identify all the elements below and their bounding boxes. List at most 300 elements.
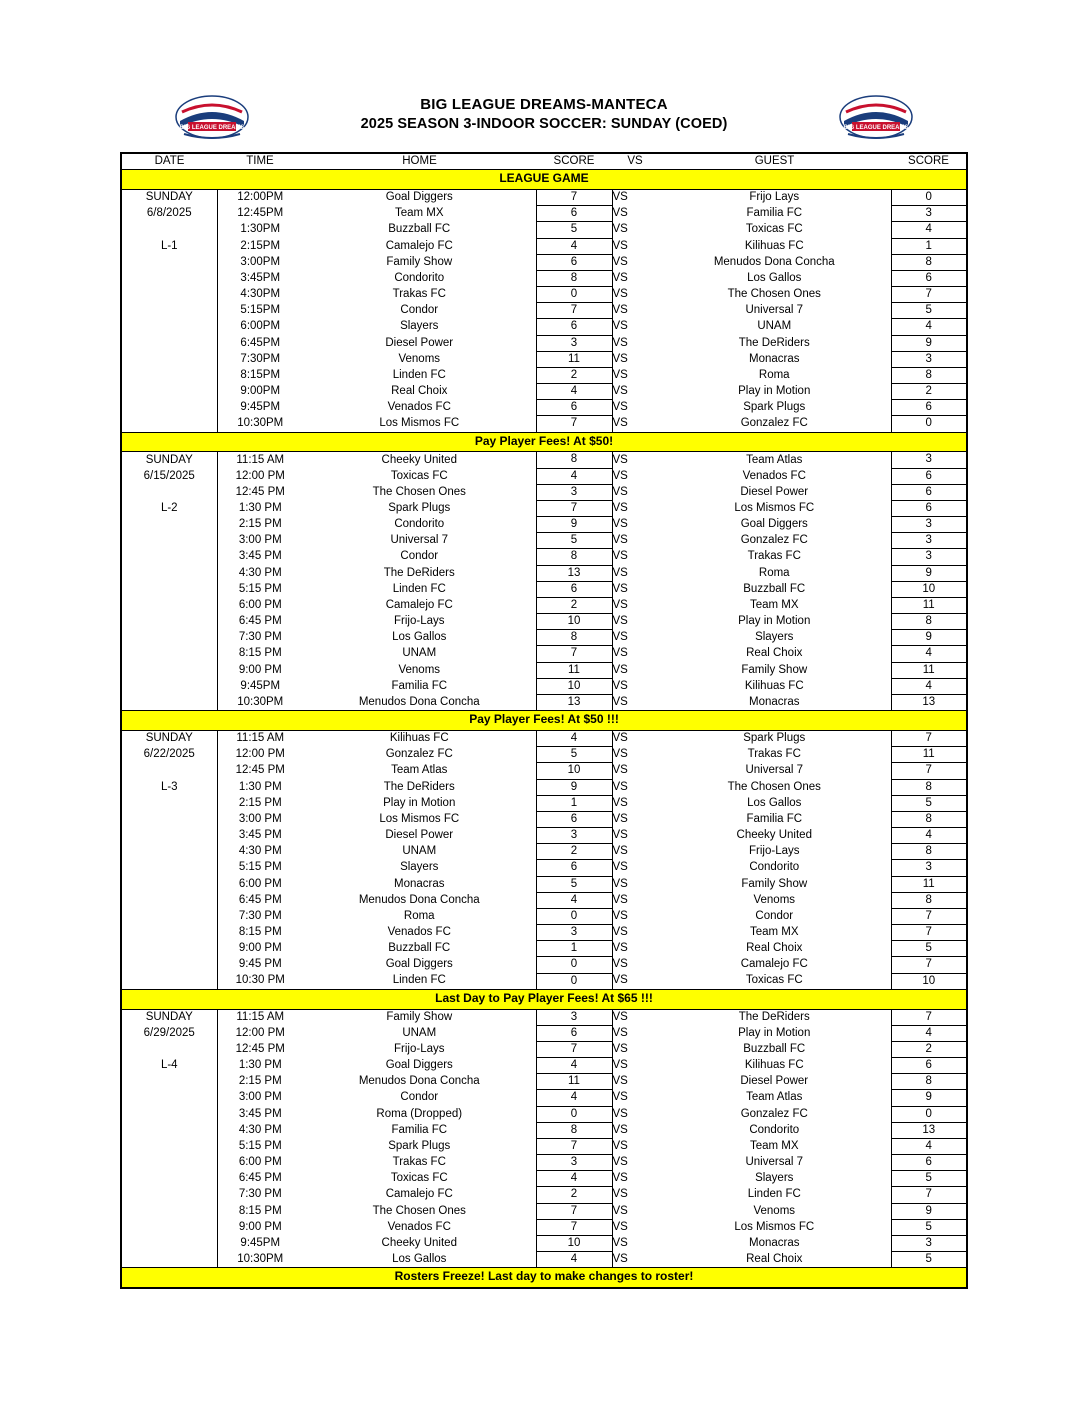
- home-team: Familia FC: [391, 679, 448, 692]
- schedule-date-cell: [121, 1203, 217, 1219]
- home-score: 6: [536, 254, 612, 270]
- game-time: 11:15 AM: [236, 732, 285, 745]
- guest-score: 10: [891, 581, 967, 597]
- schedule-date-cell: [121, 876, 217, 892]
- guest-score: 4: [891, 222, 967, 238]
- table-row: [121, 1090, 967, 1106]
- home-score: 11: [536, 1074, 612, 1090]
- table-row: [121, 303, 967, 319]
- home-team: Play in Motion: [383, 796, 456, 809]
- guest-score: 8: [891, 811, 967, 827]
- home-team: Los Gallos: [392, 1252, 447, 1265]
- home-team: Cheeky United: [381, 1236, 457, 1249]
- vs-label: VS: [612, 1236, 628, 1249]
- game-time: 9:00 PM: [238, 942, 282, 955]
- game-time: 5:15 PM: [238, 1139, 282, 1152]
- guest-team: Los Mismos FC: [734, 501, 815, 514]
- table-row: [121, 238, 967, 254]
- vs-label: VS: [612, 1188, 628, 1201]
- schedule-date-cell: L-4: [121, 1058, 217, 1074]
- table-row: [121, 630, 967, 646]
- guest-team: Team MX: [749, 598, 799, 611]
- home-team: Monacras: [394, 877, 445, 890]
- table-row: [121, 973, 967, 989]
- home-score: 7: [536, 646, 612, 662]
- guest-team: Toxicas FC: [745, 974, 803, 987]
- home-score: 4: [536, 238, 612, 254]
- home-team: The DeRiders: [383, 780, 455, 793]
- banner-row: [121, 432, 967, 452]
- table-row: [121, 747, 967, 763]
- home-score: 1: [536, 795, 612, 811]
- home-team: Diesel Power: [385, 336, 454, 349]
- game-time: 11:15 AM: [236, 1010, 285, 1023]
- table-row: [121, 1122, 967, 1138]
- guest-team: Cheeky United: [736, 829, 812, 842]
- home-score: 7: [536, 1138, 612, 1154]
- vs-label: VS: [612, 320, 628, 333]
- vs-label: VS: [612, 796, 628, 809]
- game-time: 9:45 PM: [238, 958, 282, 971]
- game-time: 8:15 PM: [238, 926, 282, 939]
- game-time: 6:45PM: [240, 336, 281, 349]
- home-team: Roma: [403, 909, 435, 922]
- banner-label: Pay Player Fees! At $50!: [121, 432, 967, 452]
- banner-label: Rosters Freeze! Last day to make changes to roster!: [121, 1268, 967, 1288]
- column-header-home: HOME: [303, 153, 536, 170]
- schedule-date-cell: 6/8/2025: [121, 206, 217, 222]
- table-row: [121, 335, 967, 351]
- table-row: [121, 452, 967, 468]
- guest-team: Monacras: [749, 352, 800, 365]
- home-team: Venados FC: [387, 401, 451, 414]
- home-score: 3: [536, 828, 612, 844]
- vs-label: VS: [612, 566, 628, 579]
- vs-label: VS: [612, 368, 628, 381]
- schedule-date-cell: [121, 416, 217, 432]
- guest-team: Venados FC: [742, 469, 806, 482]
- home-team: UNAM: [402, 1026, 437, 1039]
- game-time: 7:30PM: [240, 352, 281, 365]
- schedule-date-cell: [121, 1155, 217, 1171]
- home-score: 7: [536, 1041, 612, 1057]
- vs-label: VS: [612, 401, 628, 414]
- schedule-date-cell: [121, 1106, 217, 1122]
- game-time: 12:00 PM: [235, 1026, 285, 1039]
- game-time: 5:15 PM: [238, 582, 282, 595]
- schedule-date-cell: [121, 763, 217, 779]
- guest-score: 6: [891, 1058, 967, 1074]
- column-header-time: TIME: [246, 155, 274, 167]
- home-score: 1: [536, 941, 612, 957]
- home-team: Condorito: [394, 271, 445, 284]
- column-header-guest: GUEST: [658, 153, 891, 170]
- game-time: 12:00 PM: [235, 748, 285, 761]
- guest-score: 3: [891, 351, 967, 367]
- guest-team: Linden FC: [747, 1188, 801, 1201]
- guest-team: Los Mismos FC: [734, 1220, 815, 1233]
- game-time: 3:00 PM: [238, 1091, 282, 1104]
- home-team: Venados FC: [387, 926, 451, 939]
- home-team: Condor: [400, 550, 439, 563]
- home-team: Slayers: [400, 861, 439, 874]
- table-row: [121, 763, 967, 779]
- home-score: 11: [536, 351, 612, 367]
- game-time: 8:15 PM: [238, 1204, 282, 1217]
- home-score: 2: [536, 367, 612, 383]
- vs-label: VS: [612, 239, 628, 252]
- game-time: 4:30 PM: [238, 1123, 282, 1136]
- home-team: Familia FC: [391, 1123, 448, 1136]
- game-time: 6:00PM: [240, 320, 281, 333]
- schedule-date-cell: [121, 565, 217, 581]
- vs-label: VS: [612, 501, 628, 514]
- schedule-date-cell: [121, 1171, 217, 1187]
- home-score: 6: [536, 206, 612, 222]
- vs-label: VS: [612, 695, 628, 708]
- vs-label: VS: [612, 615, 628, 628]
- guest-team: Real Choix: [746, 942, 803, 955]
- guest-team: Familia FC: [746, 812, 803, 825]
- guest-score: 8: [891, 779, 967, 795]
- guest-team: Roma: [758, 566, 790, 579]
- schedule-date-cell: [121, 614, 217, 630]
- guest-team: Universal 7: [745, 304, 804, 317]
- guest-score: 8: [891, 844, 967, 860]
- vs-label: VS: [612, 304, 628, 317]
- guest-score: 6: [891, 468, 967, 484]
- guest-team: The DeRiders: [738, 336, 810, 349]
- home-score: 11: [536, 662, 612, 678]
- home-score: 5: [536, 876, 612, 892]
- game-time: 4:30PM: [240, 288, 281, 301]
- vs-label: VS: [612, 485, 628, 498]
- guest-score: 6: [891, 270, 967, 286]
- vs-label: VS: [612, 1139, 628, 1152]
- guest-team: Spark Plugs: [743, 732, 806, 745]
- home-team: UNAM: [402, 647, 437, 660]
- vs-label: VS: [612, 1252, 628, 1265]
- home-team: Frijo-Lays: [394, 615, 445, 628]
- guest-score: 2: [891, 384, 967, 400]
- vs-label: VS: [612, 631, 628, 644]
- game-time: 3:00 PM: [238, 534, 282, 547]
- guest-score: 7: [891, 1187, 967, 1203]
- schedule-date-cell: [121, 678, 217, 694]
- vs-label: VS: [612, 1172, 628, 1185]
- schedule-date-cell: SUNDAY: [121, 730, 217, 746]
- guest-team: Family Show: [741, 877, 808, 890]
- table-row: [121, 500, 967, 516]
- table-row: [121, 222, 967, 238]
- schedule-date-cell: L-2: [121, 500, 217, 516]
- game-time: 9:45PM: [240, 1236, 281, 1249]
- guest-score: 9: [891, 565, 967, 581]
- schedule-date-cell: [121, 597, 217, 613]
- vs-label: VS: [612, 679, 628, 692]
- guest-score: 0: [891, 416, 967, 432]
- guest-score: 7: [891, 1009, 967, 1025]
- game-time: 9:00 PM: [238, 663, 282, 676]
- home-score: 6: [536, 581, 612, 597]
- schedule-date-cell: [121, 795, 217, 811]
- table-row: [121, 384, 967, 400]
- title-subtitle: 2025 SEASON 3-INDOOR SOCCER: SUNDAY (COED): [360, 115, 728, 132]
- schedule-date-cell: [121, 335, 217, 351]
- guest-team: Slayers: [755, 631, 794, 644]
- game-time: 3:00 PM: [238, 812, 282, 825]
- game-time: 10:30PM: [237, 1252, 284, 1265]
- vs-label: VS: [612, 417, 628, 430]
- table-row: [121, 533, 967, 549]
- home-score: 7: [536, 500, 612, 516]
- home-team: Camalejo FC: [385, 239, 453, 252]
- home-team: Los Gallos: [392, 631, 447, 644]
- game-time: 7:30 PM: [238, 909, 282, 922]
- guest-score: 1: [891, 238, 967, 254]
- guest-score: 8: [891, 614, 967, 630]
- home-score: 4: [536, 384, 612, 400]
- table-row: [121, 484, 967, 500]
- game-time: 2:15PM: [240, 239, 281, 252]
- home-team: Linden FC: [392, 368, 446, 381]
- vs-label: VS: [612, 861, 628, 874]
- guest-team: Spark Plugs: [743, 401, 806, 414]
- game-time: 1:30 PM: [238, 1059, 282, 1072]
- guest-score: 5: [891, 941, 967, 957]
- banner-label: Last Day to Pay Player Fees! At $65 !!!: [121, 989, 967, 1009]
- schedule-date-cell: [121, 1138, 217, 1154]
- guest-score: 3: [891, 860, 967, 876]
- vs-label: VS: [612, 271, 628, 284]
- schedule-date-cell: [121, 533, 217, 549]
- game-time: 6:00 PM: [238, 598, 282, 611]
- home-score: 3: [536, 484, 612, 500]
- home-score: 3: [536, 1155, 612, 1171]
- vs-label: VS: [612, 893, 628, 906]
- game-time: 9:00 PM: [238, 1220, 282, 1233]
- home-score: 6: [536, 319, 612, 335]
- home-team: Slayers: [400, 320, 439, 333]
- vs-label: VS: [612, 732, 628, 745]
- vs-label: VS: [612, 1220, 628, 1233]
- vs-label: VS: [612, 550, 628, 563]
- schedule-date-cell: [121, 549, 217, 565]
- home-score: 0: [536, 1106, 612, 1122]
- home-team: Condor: [400, 304, 439, 317]
- table-row: [121, 1155, 967, 1171]
- vs-label: VS: [612, 223, 628, 236]
- guest-score: 6: [891, 500, 967, 516]
- game-time: 2:15 PM: [238, 1075, 282, 1088]
- home-score: 0: [536, 973, 612, 989]
- game-time: 6:45 PM: [238, 1172, 282, 1185]
- home-score: 3: [536, 335, 612, 351]
- guest-score: 5: [891, 1171, 967, 1187]
- table-row: [121, 1025, 967, 1041]
- guest-team: Universal 7: [745, 764, 804, 777]
- vs-label: VS: [612, 352, 628, 365]
- home-score: 0: [536, 908, 612, 924]
- guest-score: 6: [891, 400, 967, 416]
- home-score: 0: [536, 287, 612, 303]
- table-row: [121, 416, 967, 432]
- table-row: [121, 811, 967, 827]
- guest-team: Team MX: [749, 926, 799, 939]
- schedule-date-cell: [121, 694, 217, 710]
- guest-score: 9: [891, 335, 967, 351]
- home-score: 4: [536, 1252, 612, 1268]
- home-score: 4: [536, 1090, 612, 1106]
- guest-score: 4: [891, 828, 967, 844]
- guest-team: Buzzball FC: [743, 582, 806, 595]
- game-time: 3:45 PM: [238, 829, 282, 842]
- vs-label: VS: [612, 469, 628, 482]
- vs-label: VS: [612, 958, 628, 971]
- guest-score: 3: [891, 206, 967, 222]
- vs-label: VS: [612, 598, 628, 611]
- game-time: 12:00PM: [237, 191, 284, 204]
- guest-team: Kilihuas FC: [744, 679, 804, 692]
- vs-label: VS: [612, 288, 628, 301]
- home-team: Menudos Dona Concha: [358, 893, 480, 906]
- home-team: Buzzball FC: [388, 223, 451, 236]
- schedule-date-cell: [121, 860, 217, 876]
- big-league-dreams-logo-icon: [838, 94, 914, 140]
- table-row: [121, 581, 967, 597]
- schedule-date-cell: [121, 811, 217, 827]
- home-score: 7: [536, 1219, 612, 1235]
- schedule-date-cell: [121, 828, 217, 844]
- schedule-date-cell: [121, 1074, 217, 1090]
- guest-team: Real Choix: [746, 647, 803, 660]
- guest-score: 3: [891, 452, 967, 468]
- schedule-date-cell: SUNDAY: [121, 190, 217, 206]
- table-row: [121, 351, 967, 367]
- guest-team: Menudos Dona Concha: [713, 255, 835, 268]
- schedule-date-cell: 6/15/2025: [121, 468, 217, 484]
- table-row: [121, 1106, 967, 1122]
- home-team: The DeRiders: [383, 566, 455, 579]
- table-row: [121, 662, 967, 678]
- guest-score: 4: [891, 319, 967, 335]
- guest-team: Trakas FC: [747, 550, 801, 563]
- home-team: Los Mismos FC: [379, 812, 460, 825]
- table-row: [121, 400, 967, 416]
- game-time: 3:45PM: [240, 271, 281, 284]
- game-time: 3:45 PM: [238, 1107, 282, 1120]
- home-team: Los Mismos FC: [379, 417, 460, 430]
- guest-score: 7: [891, 287, 967, 303]
- guest-score: 3: [891, 549, 967, 565]
- game-time: 10:30PM: [237, 417, 284, 430]
- home-score: 10: [536, 614, 612, 630]
- svg-text:BIG LEAGUE DREAMS: BIG LEAGUE DREAMS: [179, 125, 245, 131]
- table-row: [121, 319, 967, 335]
- home-team: The Chosen Ones: [372, 485, 466, 498]
- home-team: The Chosen Ones: [372, 1204, 466, 1217]
- home-score: 7: [536, 190, 612, 206]
- home-team: Frijo-Lays: [394, 1042, 445, 1055]
- vs-label: VS: [612, 1156, 628, 1169]
- home-score: 6: [536, 1025, 612, 1041]
- home-score: 13: [536, 565, 612, 581]
- guest-score: 9: [891, 1203, 967, 1219]
- schedule-date-cell: [121, 941, 217, 957]
- table-row: [121, 1203, 967, 1219]
- column-header-score: SCORE: [536, 153, 612, 170]
- table-row: [121, 1041, 967, 1057]
- home-team: Venados FC: [387, 1220, 451, 1233]
- home-team: Team MX: [394, 207, 444, 220]
- guest-score: 9: [891, 1090, 967, 1106]
- vs-label: VS: [612, 255, 628, 268]
- table-row: [121, 206, 967, 222]
- home-score: 0: [536, 957, 612, 973]
- schedule-date-cell: [121, 319, 217, 335]
- home-score: 2: [536, 844, 612, 860]
- schedule-date-cell: L-3: [121, 779, 217, 795]
- home-team: Goal Diggers: [385, 191, 453, 204]
- schedule-date-cell: [121, 1041, 217, 1057]
- table-row: [121, 892, 967, 908]
- vs-label: VS: [612, 1075, 628, 1088]
- home-score: 4: [536, 892, 612, 908]
- vs-label: VS: [612, 534, 628, 547]
- table-row: [121, 367, 967, 383]
- vs-label: VS: [612, 518, 628, 531]
- home-team: Roma (Dropped): [376, 1107, 463, 1120]
- table-row: [121, 1009, 967, 1025]
- home-team: Family Show: [386, 1010, 453, 1023]
- schedule-date-cell: [121, 303, 217, 319]
- table-row: [121, 1074, 967, 1090]
- guest-team: Los Gallos: [747, 271, 802, 284]
- guest-score: 5: [891, 1252, 967, 1268]
- home-score: 3: [536, 1009, 612, 1025]
- schedule-body: [121, 153, 967, 1288]
- game-time: 3:00PM: [240, 255, 281, 268]
- table-row: [121, 1187, 967, 1203]
- home-score: 3: [536, 925, 612, 941]
- schedule-date-cell: [121, 973, 217, 989]
- vs-label: VS: [612, 385, 628, 398]
- schedule-date-cell: [121, 367, 217, 383]
- guest-team: Toxicas FC: [745, 223, 803, 236]
- game-time: 5:15PM: [240, 304, 281, 317]
- document-header: [120, 96, 968, 152]
- home-team: Toxicas FC: [390, 1172, 448, 1185]
- game-time: 6:00 PM: [238, 877, 282, 890]
- table-row: [121, 957, 967, 973]
- guest-team: Los Gallos: [747, 796, 802, 809]
- vs-label: VS: [612, 647, 628, 660]
- guest-team: Gonzalez FC: [740, 534, 808, 547]
- table-row: [121, 1219, 967, 1235]
- vs-label: VS: [612, 812, 628, 825]
- table-row: [121, 1252, 967, 1268]
- home-team: Team Atlas: [391, 764, 448, 777]
- game-time: 12:45 PM: [235, 485, 285, 498]
- guest-score: 4: [891, 1025, 967, 1041]
- home-team: Toxicas FC: [390, 469, 448, 482]
- guest-team: Frijo-Lays: [749, 845, 800, 858]
- vs-label: VS: [612, 453, 628, 466]
- home-team: Cheeky United: [381, 453, 457, 466]
- home-team: Camalejo FC: [385, 598, 453, 611]
- guest-team: Kilihuas FC: [744, 239, 804, 252]
- guest-score: 11: [891, 662, 967, 678]
